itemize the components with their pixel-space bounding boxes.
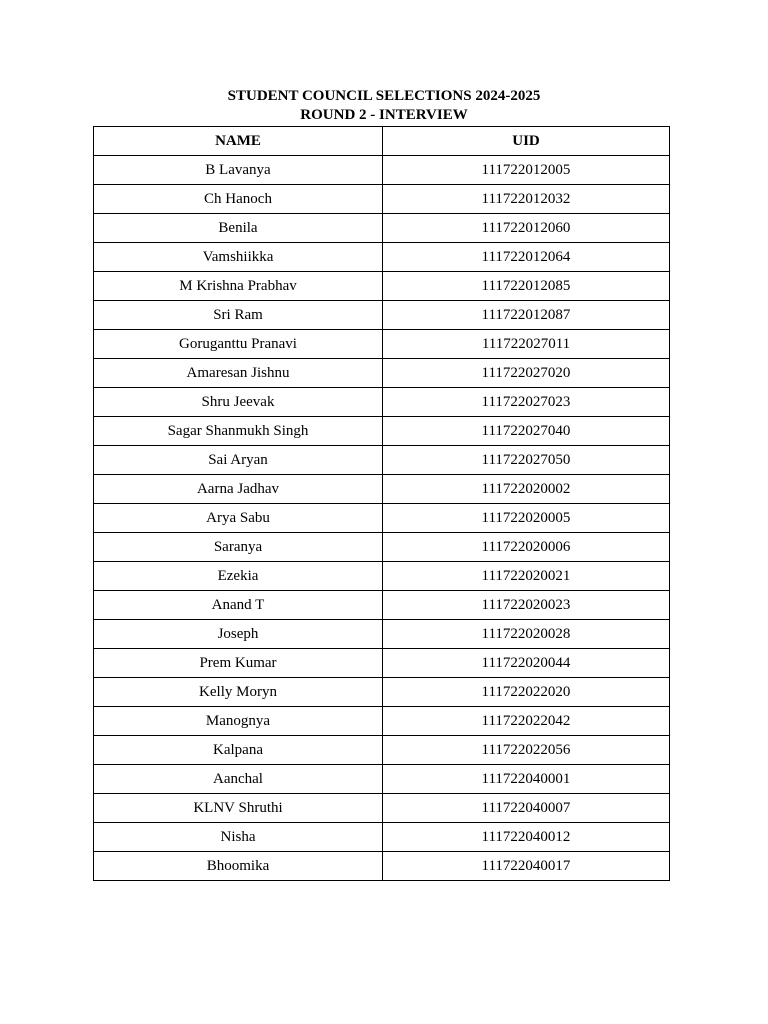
cell-uid: 111722020006 xyxy=(383,533,670,562)
table-header-row xyxy=(94,127,670,156)
cell-uid: 111722020028 xyxy=(383,620,670,649)
cell-name: Goruganttu Pranavi xyxy=(94,330,383,359)
cell-name: Arya Sabu xyxy=(94,504,383,533)
table-body xyxy=(94,156,670,881)
cell-name: Sri Ram xyxy=(94,301,383,330)
cell-uid: 111722020021 xyxy=(383,562,670,591)
table-row xyxy=(94,591,670,620)
table-row xyxy=(94,475,670,504)
table-row xyxy=(94,852,670,881)
table-row xyxy=(94,359,670,388)
table-row xyxy=(94,301,670,330)
cell-uid: 111722027023 xyxy=(383,388,670,417)
cell-uid: 111722022056 xyxy=(383,736,670,765)
cell-name: KLNV Shruthi xyxy=(94,794,383,823)
cell-uid: 111722012087 xyxy=(383,301,670,330)
cell-uid: 111722012064 xyxy=(383,243,670,272)
cell-name: Kalpana xyxy=(94,736,383,765)
cell-uid: 111722012085 xyxy=(383,272,670,301)
cell-name: Amaresan Jishnu xyxy=(94,359,383,388)
table-row xyxy=(94,214,670,243)
table-row xyxy=(94,446,670,475)
cell-name: Saranya xyxy=(94,533,383,562)
cell-name: Vamshiikka xyxy=(94,243,383,272)
cell-name: B Lavanya xyxy=(94,156,383,185)
cell-name: Bhoomika xyxy=(94,852,383,881)
column-header-name: NAME xyxy=(94,127,383,156)
table-row xyxy=(94,388,670,417)
cell-name: Ch Hanoch xyxy=(94,185,383,214)
cell-name: M Krishna Prabhav xyxy=(94,272,383,301)
cell-name: Benila xyxy=(94,214,383,243)
cell-name: Ezekia xyxy=(94,562,383,591)
table-row xyxy=(94,156,670,185)
cell-uid: 111722022020 xyxy=(383,678,670,707)
cell-uid: 111722040007 xyxy=(383,794,670,823)
cell-name: Prem Kumar xyxy=(94,649,383,678)
cell-uid: 111722040017 xyxy=(383,852,670,881)
table-row xyxy=(94,765,670,794)
cell-uid: 111722040012 xyxy=(383,823,670,852)
cell-name: Aarna Jadhav xyxy=(94,475,383,504)
cell-uid: 111722012032 xyxy=(383,185,670,214)
table-row xyxy=(94,243,670,272)
cell-uid: 111722020044 xyxy=(383,649,670,678)
cell-name: Anand T xyxy=(94,591,383,620)
document-title: STUDENT COUNCIL SELECTIONS 2024-2025 xyxy=(227,88,541,104)
cell-name: Sai Aryan xyxy=(94,446,383,475)
table-row xyxy=(94,736,670,765)
selection-table xyxy=(93,126,670,881)
table-row xyxy=(94,185,670,214)
cell-uid: 111722012060 xyxy=(383,214,670,243)
cell-name: Aanchal xyxy=(94,765,383,794)
cell-uid: 111722020023 xyxy=(383,591,670,620)
table-row xyxy=(94,330,670,359)
cell-name: Sagar Shanmukh Singh xyxy=(94,417,383,446)
table-row xyxy=(94,533,670,562)
table-row xyxy=(94,707,670,736)
cell-uid: 111722012005 xyxy=(383,156,670,185)
table-row xyxy=(94,649,670,678)
cell-uid: 111722027011 xyxy=(383,330,670,359)
cell-uid: 111722022042 xyxy=(383,707,670,736)
table-row xyxy=(94,823,670,852)
table-row xyxy=(94,794,670,823)
table-row xyxy=(94,562,670,591)
cell-name: Manognya xyxy=(94,707,383,736)
cell-uid: 111722020002 xyxy=(383,475,670,504)
document-subtitle: ROUND 2 - INTERVIEW xyxy=(300,107,468,123)
table-row xyxy=(94,504,670,533)
table-row xyxy=(94,678,670,707)
cell-name: Nisha xyxy=(94,823,383,852)
table-row xyxy=(94,417,670,446)
cell-uid: 111722040001 xyxy=(383,765,670,794)
table-row xyxy=(94,272,670,301)
cell-uid: 111722027050 xyxy=(383,446,670,475)
cell-uid: 111722027020 xyxy=(383,359,670,388)
table-row xyxy=(94,620,670,649)
cell-uid: 111722027040 xyxy=(383,417,670,446)
cell-name: Shru Jeevak xyxy=(94,388,383,417)
cell-name: Kelly Moryn xyxy=(94,678,383,707)
column-header-uid: UID xyxy=(383,127,670,156)
cell-uid: 111722020005 xyxy=(383,504,670,533)
cell-name: Joseph xyxy=(94,620,383,649)
